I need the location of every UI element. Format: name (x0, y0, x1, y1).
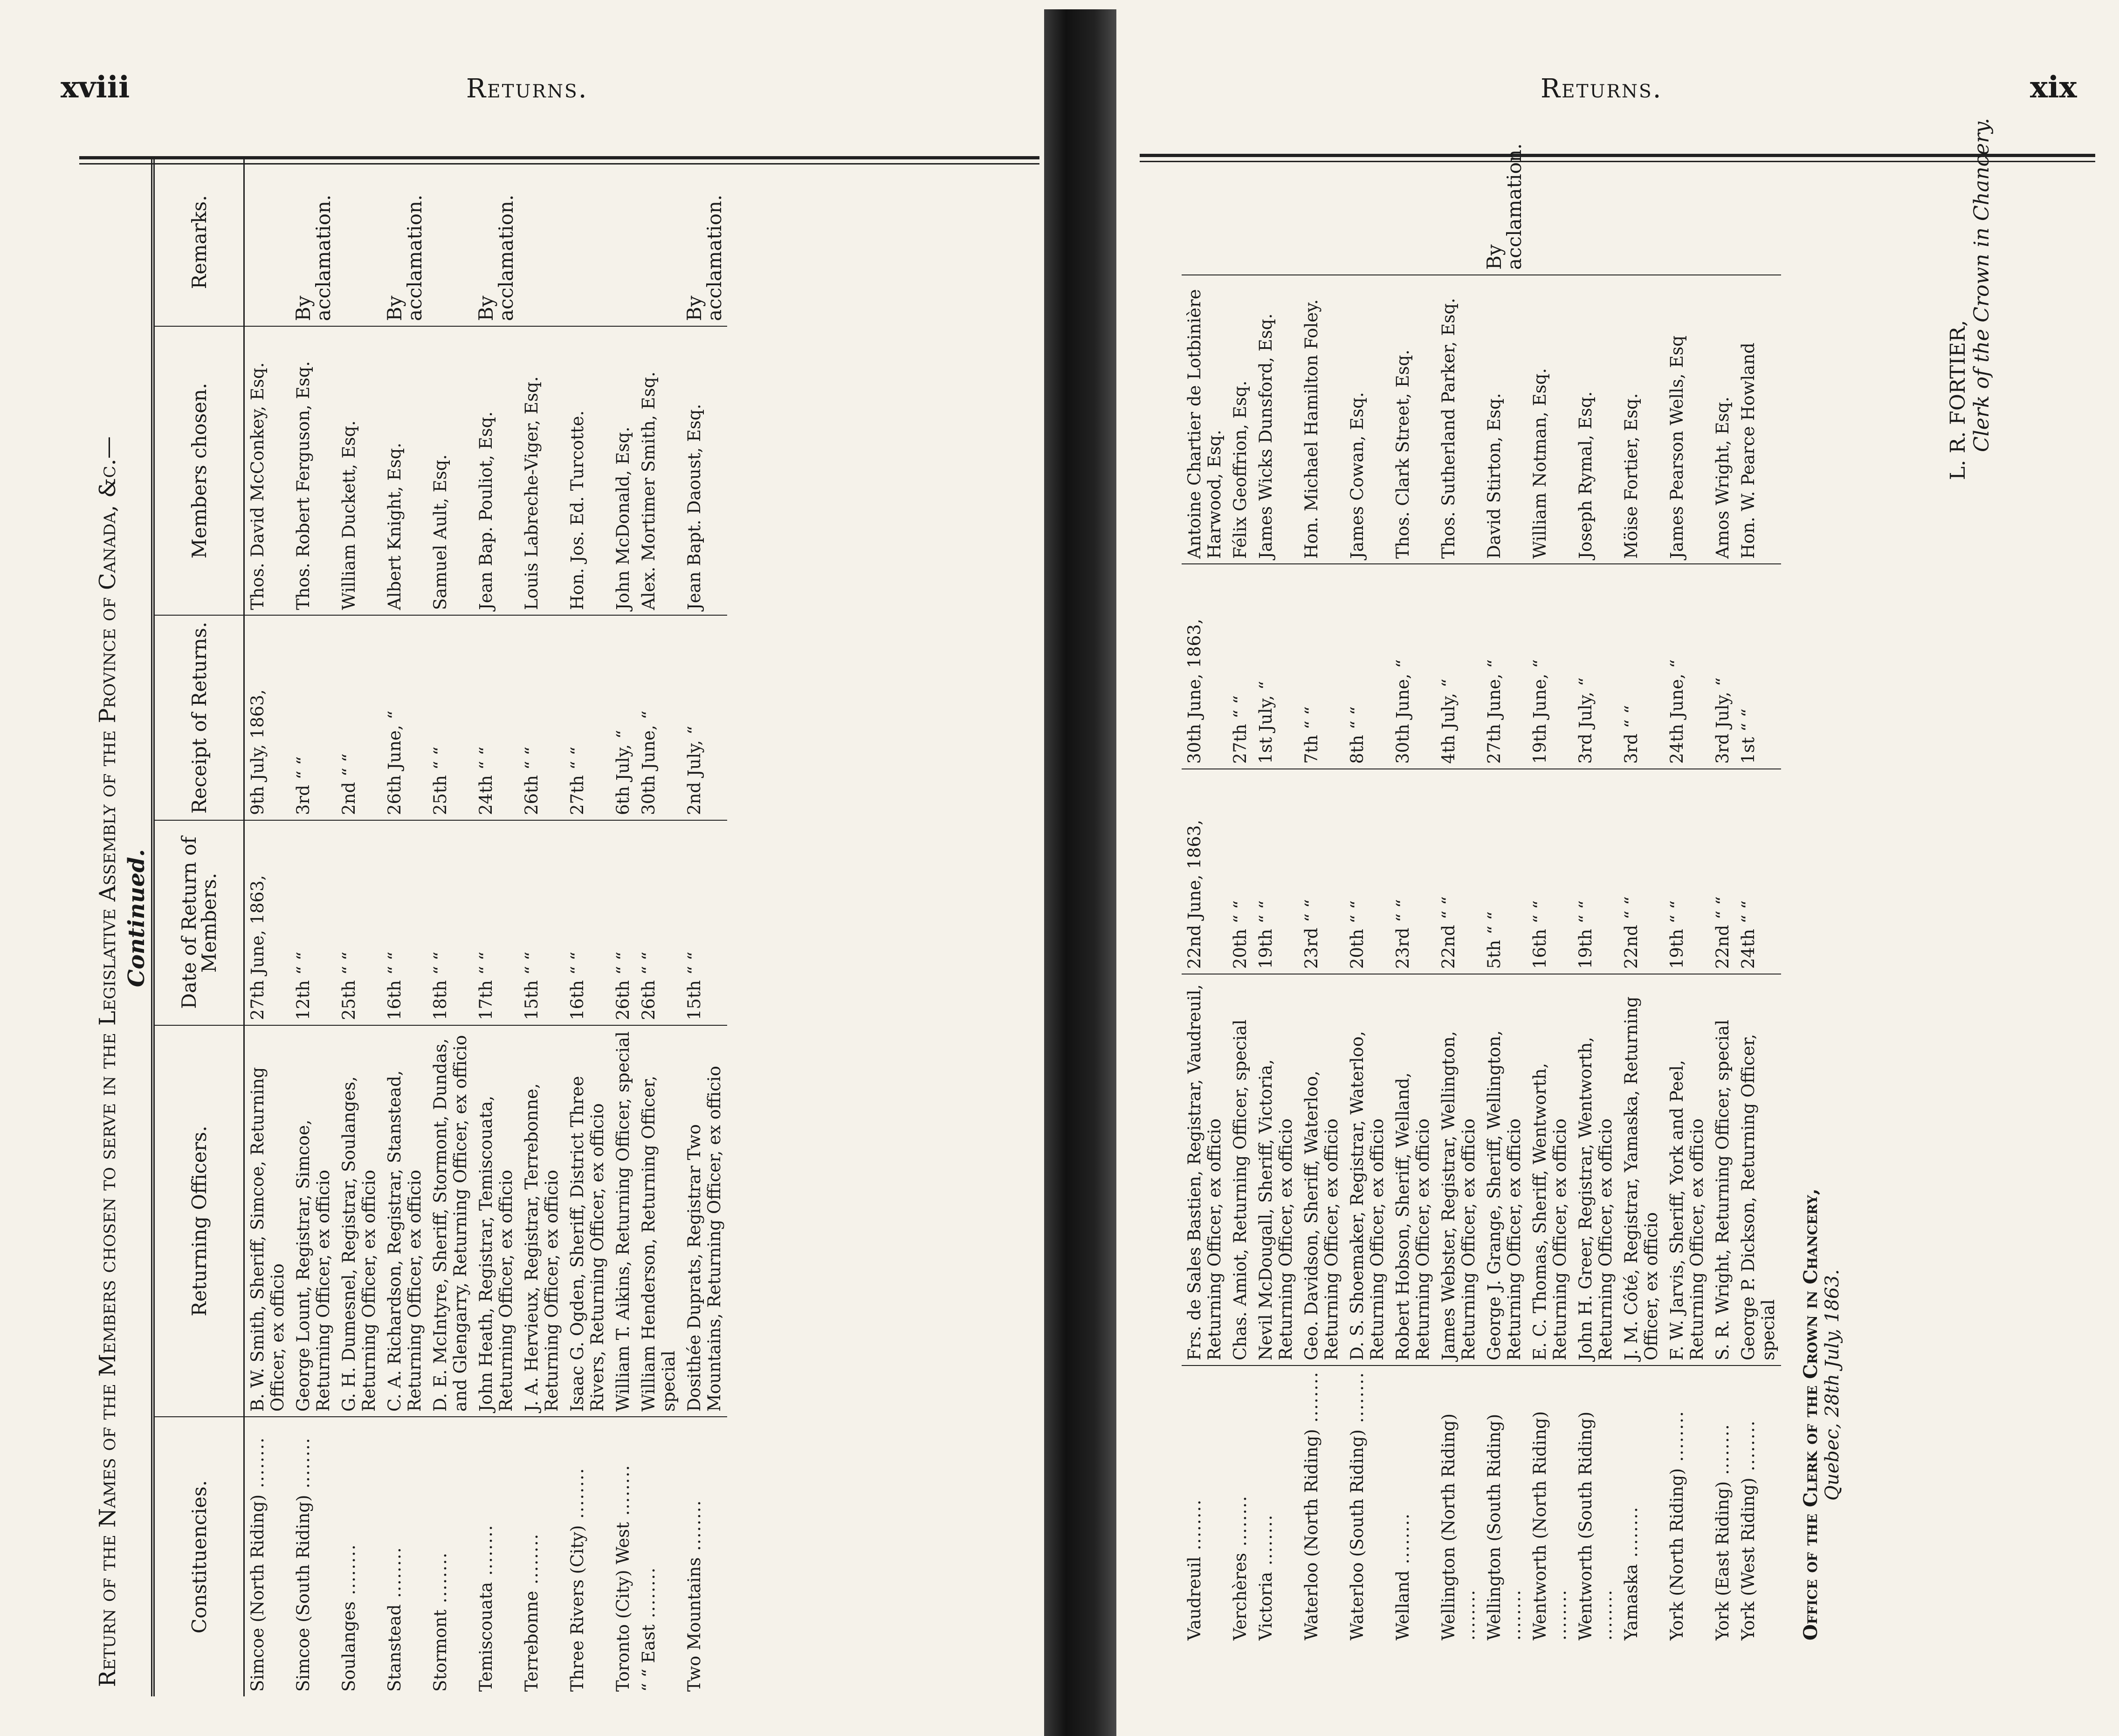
remarks-cell (1299, 107, 1344, 275)
constituency-cell: Wentworth (North Riding) ..... (1527, 1365, 1573, 1645)
returning-officer-cell: D. E. McIntyre, Sheriff, Stormont, Dundas, and Glengarry, Returning Officer, ex officio (427, 1025, 473, 1417)
date-of-return-cell: 23rd “ “ (1299, 769, 1344, 974)
returning-officer-cell: George J. Grange, Sheriff, Wellington, Returning Officer, ex officio (1481, 974, 1527, 1365)
member-chosen-cell: Thos. Robert Ferguson, Esq. (290, 326, 336, 615)
receipt-of-returns-cell: 24th “ “ (473, 615, 519, 820)
receipt-of-returns-cell: 30th June, “ (1390, 564, 1436, 769)
table-row (1573, 107, 1618, 1645)
date-of-return-cell: 22nd June, 1863, (1182, 769, 1227, 974)
returning-officer-cell: William T. Aikins, Returning Officer, special (610, 1025, 636, 1417)
member-chosen-cell: Thos. David McConkey, Esq. (244, 326, 291, 615)
remarks-cell (336, 158, 382, 326)
receipt-of-returns-cell: 30th June, 1863, (1182, 564, 1227, 769)
remarks-cell (519, 158, 564, 326)
receipt-of-returns-cell: 3rd July, “ (1573, 564, 1618, 769)
remarks-cell (1227, 107, 1253, 275)
rotated-table-left (93, 149, 979, 1696)
header-receipt: Receipt of Returns. (153, 615, 244, 820)
member-chosen-cell: John McDonald, Esq. (610, 326, 636, 615)
office-name: Office of the Clerk of the Crown in Chancery, (1800, 1188, 1822, 1640)
date-of-return-cell: 24th “ “ (1735, 769, 1781, 974)
table-row (382, 158, 427, 1696)
constituency-cell: Wentworth (South Riding) ..... (1573, 1365, 1618, 1645)
table-row (1182, 107, 1227, 1645)
left-page (0, 0, 1044, 1736)
table-row (1481, 107, 1527, 1645)
table-row (1253, 107, 1299, 1645)
table-row (336, 158, 382, 1696)
table-caption (93, 149, 151, 1696)
remarks-cell (427, 158, 473, 326)
rotated-table-right (1182, 98, 2067, 1645)
constituency-cell: Welland ..... (1390, 1365, 1436, 1645)
remarks-cell (1253, 107, 1299, 275)
returning-officer-cell: D. S. Shoemaker, Registrar, Waterloo, Returning Officer, ex officio (1344, 974, 1390, 1365)
returning-officer-cell: F. W. Jarvis, Sheriff, York and Peel, Returning Officer, ex officio (1664, 974, 1710, 1365)
returning-officer-cell: S. R. Wright, Returning Officer, special (1710, 974, 1735, 1365)
table-row (1527, 107, 1573, 1645)
member-chosen-cell: David Stirton, Esq. (1481, 275, 1527, 564)
receipt-of-returns-cell: 1st July, “ (1253, 564, 1299, 769)
receipt-of-returns-cell: 27th “ “ (1227, 564, 1253, 769)
running-head-right: Returns. (1541, 74, 1663, 104)
header-constituencies: Constituencies. (153, 1417, 244, 1696)
constituency-cell: Three Rivers (City) ..... (564, 1417, 610, 1696)
returning-officer-cell: E. C. Thomas, Sheriff, Wentworth, Returning Officer, ex officio (1527, 974, 1573, 1365)
receipt-of-returns-cell: 6th July, “ (610, 615, 636, 820)
member-chosen-cell: William Duckett, Esq. (336, 326, 382, 615)
member-chosen-cell: Möise Fortier, Esq. (1618, 275, 1664, 564)
member-chosen-cell: Antoine Chartier de Lotbinière Harwood, Esq. (1182, 275, 1227, 564)
remarks-cell (636, 158, 681, 326)
member-chosen-cell: William Notman, Esq. (1527, 275, 1573, 564)
table-row (1735, 107, 1781, 1645)
member-chosen-cell: Hon. W. Pearce Howland (1735, 275, 1781, 564)
date-of-return-cell: 22nd “ “ (1436, 769, 1481, 974)
signature-name: L. R. FORTIER, (1946, 320, 1970, 480)
remarks-cell (1344, 107, 1390, 275)
member-chosen-cell: James Cowan, Esq. (1344, 275, 1390, 564)
constituency-cell: Terrebonne ..... (519, 1417, 564, 1696)
constituency-cell: Stormont ..... (427, 1417, 473, 1696)
receipt-of-returns-cell: 19th June, “ (1527, 564, 1573, 769)
returning-officer-cell: Isaac G. Ogden, Sheriff, District Three Rivers, Returning Officer, ex officio (564, 1025, 610, 1417)
receipt-of-returns-cell: 24th June, “ (1664, 564, 1710, 769)
receipt-of-returns-cell: 26th “ “ (519, 615, 564, 820)
returning-officer-cell: J. M. Côté, Registrar, Yamaska, Returning Officer, ex officio (1618, 974, 1664, 1365)
date-of-return-cell: 16th “ “ (1527, 769, 1573, 974)
remarks-cell: By acclamation. (1483, 143, 1526, 270)
date-of-return-cell: 19th “ “ (1664, 769, 1710, 974)
returning-officer-cell: James Webster, Registrar, Wellington, Returning Officer, ex officio (1436, 974, 1481, 1365)
receipt-of-returns-cell: 3rd “ “ (290, 615, 336, 820)
table-body-right (1182, 107, 1781, 1645)
table-row (610, 158, 636, 1696)
receipt-of-returns-cell: 1st “ “ (1735, 564, 1781, 769)
receipt-of-returns-cell: 8th “ “ (1344, 564, 1390, 769)
date-of-return-cell: 19th “ “ (1573, 769, 1618, 974)
member-chosen-cell: Hon. Michael Hamilton Foley. (1299, 275, 1344, 564)
date-of-return-cell: 26th “ “ (610, 820, 636, 1025)
office-line (1800, 98, 1843, 1645)
member-chosen-cell: Jean Bapt. Daoust, Esq. (681, 326, 727, 615)
returning-officer-cell: John Heath, Registrar, Temiscouata, Returning Officer, ex officio (473, 1025, 519, 1417)
date-of-return-cell: 18th “ “ (427, 820, 473, 1025)
date-of-return-cell: 5th “ “ (1481, 769, 1527, 974)
date-of-return-cell: 20th “ “ (1344, 769, 1390, 974)
table-row (290, 158, 336, 1696)
member-chosen-cell: Amos Wright, Esq. (1710, 275, 1735, 564)
date-of-return-cell: 20th “ “ (1227, 769, 1253, 974)
table-body-left (244, 158, 728, 1696)
right-page (1116, 0, 2119, 1736)
receipt-of-returns-cell: 27th “ “ (564, 615, 610, 820)
remarks-cell (244, 158, 291, 326)
constituency-cell: Verchères ..... (1227, 1365, 1253, 1645)
table-row (1390, 107, 1436, 1645)
constituency-cell: Soulanges ..... (336, 1417, 382, 1696)
member-chosen-cell: Hon. Jos. Ed. Turcotte. (564, 326, 610, 615)
page-number-right: xix (2030, 70, 2077, 105)
remarks-cell: By acclamation. (383, 194, 426, 321)
book-gutter (1044, 9, 1116, 1736)
receipt-of-returns-cell: 2nd July, “ (681, 615, 727, 820)
date-of-return-cell: 12th “ “ (290, 820, 336, 1025)
member-chosen-cell: Félix Geoffrion, Esq. (1227, 275, 1253, 564)
receipt-of-returns-cell: 3rd July, “ (1710, 564, 1735, 769)
signature-title: Clerk of the Crown in Chancery. (1970, 117, 1994, 452)
constituency-cell: Waterloo (North Riding) ..... (1299, 1365, 1344, 1645)
date-of-return-cell: 15th “ “ (519, 820, 564, 1025)
returns-table-left (151, 158, 727, 1696)
constituency-cell: Toronto (City) West ..... (610, 1417, 636, 1696)
member-chosen-cell: Samuel Ault, Esq. (427, 326, 473, 615)
header-returning-officers: Returning Officers. (153, 1025, 244, 1417)
member-chosen-cell: Thos. Clark Street, Esq. (1390, 275, 1436, 564)
table-row (1664, 107, 1710, 1645)
constituency-cell: York (West Riding) ..... (1735, 1365, 1781, 1645)
member-chosen-cell: Thos. Sutherland Parker, Esq. (1436, 275, 1481, 564)
receipt-of-returns-cell: 7th “ “ (1299, 564, 1344, 769)
receipt-of-returns-cell: 2nd “ “ (336, 615, 382, 820)
returning-officer-cell: Nevil McDougall, Sheriff, Victoria, Returning Officer, ex officio (1253, 974, 1299, 1365)
remarks-cell: By acclamation. (475, 194, 517, 321)
constituency-cell: Waterloo (South Riding) ..... (1344, 1365, 1390, 1645)
returning-officer-cell: B. W. Smith, Sheriff, Simcoe, Returning Officer, ex officio (244, 1025, 291, 1417)
table-row (636, 158, 681, 1696)
header-members: Members chosen. (153, 326, 244, 615)
table-row (1299, 107, 1344, 1645)
member-chosen-cell: Joseph Rymal, Esq. (1573, 275, 1618, 564)
header-date-of-return: Date of Return of Members. (153, 820, 244, 1025)
returning-officer-cell: C. A. Richardson, Registrar, Stanstead, Returning Officer, ex officio (382, 1025, 427, 1417)
date-of-return-cell: 15th “ “ (681, 820, 727, 1025)
returning-officer-cell: Frs. de Sales Bastien, Registrar, Vaudreuil, Returning Officer, ex officio (1182, 974, 1227, 1365)
member-chosen-cell: Jean Bap. Pouliot, Esq. (473, 326, 519, 615)
returning-officer-cell: William Henderson, Returning Officer, special (636, 1025, 681, 1417)
constituency-cell: Simcoe (North Riding) ..... (244, 1417, 291, 1696)
remarks-cell (1735, 107, 1781, 275)
table-row (473, 158, 519, 1696)
caption-main: Return of the Names of the Members chosen to serve in the Legislative Assembly of the Province of Canada, &c.— (95, 436, 121, 1687)
member-chosen-cell: James Pearson Wells, Esq (1664, 275, 1710, 564)
constituency-cell: York (North Riding) ..... (1664, 1365, 1710, 1645)
returning-officer-cell: Geo. Davidson, Sheriff, Waterloo, Returning Officer, ex officio (1299, 974, 1344, 1365)
date-of-return-cell: 23rd “ “ (1390, 769, 1436, 974)
member-chosen-cell: Louis Labreche-Viger, Esq. (519, 326, 564, 615)
date-of-return-cell: 16th “ “ (382, 820, 427, 1025)
receipt-of-returns-cell: 30th June, “ (636, 615, 681, 820)
remarks-cell (1527, 107, 1573, 275)
table-row (1618, 107, 1664, 1645)
constituency-cell: Stanstead ..... (382, 1417, 427, 1696)
constituency-cell: Yamaska ..... (1618, 1365, 1664, 1645)
office-place-date: Quebec, 28th July, 1863. (1822, 1269, 1843, 1501)
constituency-cell: Wellington (North Riding) ..... (1436, 1365, 1481, 1645)
remarks-cell: By acclamation. (683, 194, 726, 321)
constituency-cell: Simcoe (South Riding) ..... (290, 1417, 336, 1696)
remarks-cell (610, 158, 636, 326)
constituency-cell: York (East Riding) ..... (1710, 1365, 1735, 1645)
receipt-of-returns-cell: 27th June, “ (1481, 564, 1527, 769)
receipt-of-returns-cell: 9th July, 1863, (244, 615, 291, 820)
remarks-cell (564, 158, 610, 326)
date-of-return-cell: 16th “ “ (564, 820, 610, 1025)
remarks-cell (1390, 107, 1436, 275)
returning-officer-cell: Chas. Amiot, Returning Officer, special (1227, 974, 1253, 1365)
returning-officer-cell: J. A. Hervieux, Registrar, Terrebonne, Returning Officer, ex officio (519, 1025, 564, 1417)
member-chosen-cell: James Wicks Dunsford, Esq. (1253, 275, 1299, 564)
caption-continued: Continued. (124, 849, 150, 988)
table-row (1227, 107, 1253, 1645)
signature-block (1946, 118, 1994, 480)
constituency-cell: Victoria ..... (1253, 1365, 1299, 1645)
returning-officer-cell: John H. Greer, Registrar, Wentworth, Returning Officer, ex officio (1573, 974, 1618, 1365)
receipt-of-returns-cell: 4th July, “ (1436, 564, 1481, 769)
table-row (427, 158, 473, 1696)
page-number-left: xviii (61, 70, 130, 105)
constituency-cell: Temiscouata ..... (473, 1417, 519, 1696)
remarks-cell (1182, 107, 1227, 275)
member-chosen-cell: Alex. Mortimer Smith, Esq. (636, 326, 681, 615)
constituency-cell: Vaudreuil ..... (1182, 1365, 1227, 1645)
returning-officer-cell: George P. Dickson, Returning Officer, special (1735, 974, 1781, 1365)
returning-officer-cell: Robert Hobson, Sheriff, Welland, Returning Officer, ex officio (1390, 974, 1436, 1365)
remarks-cell (1710, 107, 1735, 275)
returning-officer-cell: Dosithée Duprats, Registrar Two Mountains, Returning Officer, ex officio (681, 1025, 727, 1417)
remarks-cell (1664, 107, 1710, 275)
constituency-cell: “ “ East ..... (636, 1417, 681, 1696)
receipt-of-returns-cell: 3rd “ “ (1618, 564, 1664, 769)
returning-officer-cell: G. H. Dumesnel, Registrar, Soulanges, Returning Officer, ex officio (336, 1025, 382, 1417)
returns-table-right (1182, 107, 1781, 1645)
header-remarks: Remarks. (153, 158, 244, 326)
header-row (153, 158, 244, 1696)
date-of-return-cell: 25th “ “ (336, 820, 382, 1025)
table-row (1436, 107, 1481, 1645)
date-of-return-cell: 22nd “ “ (1710, 769, 1735, 974)
returning-officer-cell: George Lount, Registrar, Simcoe, Returning Officer, ex officio (290, 1025, 336, 1417)
table-row (1344, 107, 1390, 1645)
receipt-of-returns-cell: 26th June, “ (382, 615, 427, 820)
table-row (1710, 107, 1735, 1645)
member-chosen-cell: Albert Knight, Esq. (382, 326, 427, 615)
remarks-cell (1573, 107, 1618, 275)
date-of-return-cell: 22nd “ “ (1618, 769, 1664, 974)
running-head-left: Returns. (466, 74, 588, 104)
date-of-return-cell: 17th “ “ (473, 820, 519, 1025)
date-of-return-cell: 27th June, 1863, (244, 820, 291, 1025)
date-of-return-cell: 26th “ “ (636, 820, 681, 1025)
receipt-of-returns-cell: 25th “ “ (427, 615, 473, 820)
constituency-cell: Wellington (South Riding) ..... (1481, 1365, 1527, 1645)
date-of-return-cell: 19th “ “ (1253, 769, 1299, 974)
constituency-cell: Two Mountains ..... (681, 1417, 727, 1696)
table-row (681, 158, 727, 1696)
remarks-cell (1618, 107, 1664, 275)
table-row (519, 158, 564, 1696)
table-row (244, 158, 291, 1696)
table-row (564, 158, 610, 1696)
remarks-cell: By acclamation. (292, 194, 335, 321)
remarks-cell (1436, 107, 1481, 275)
